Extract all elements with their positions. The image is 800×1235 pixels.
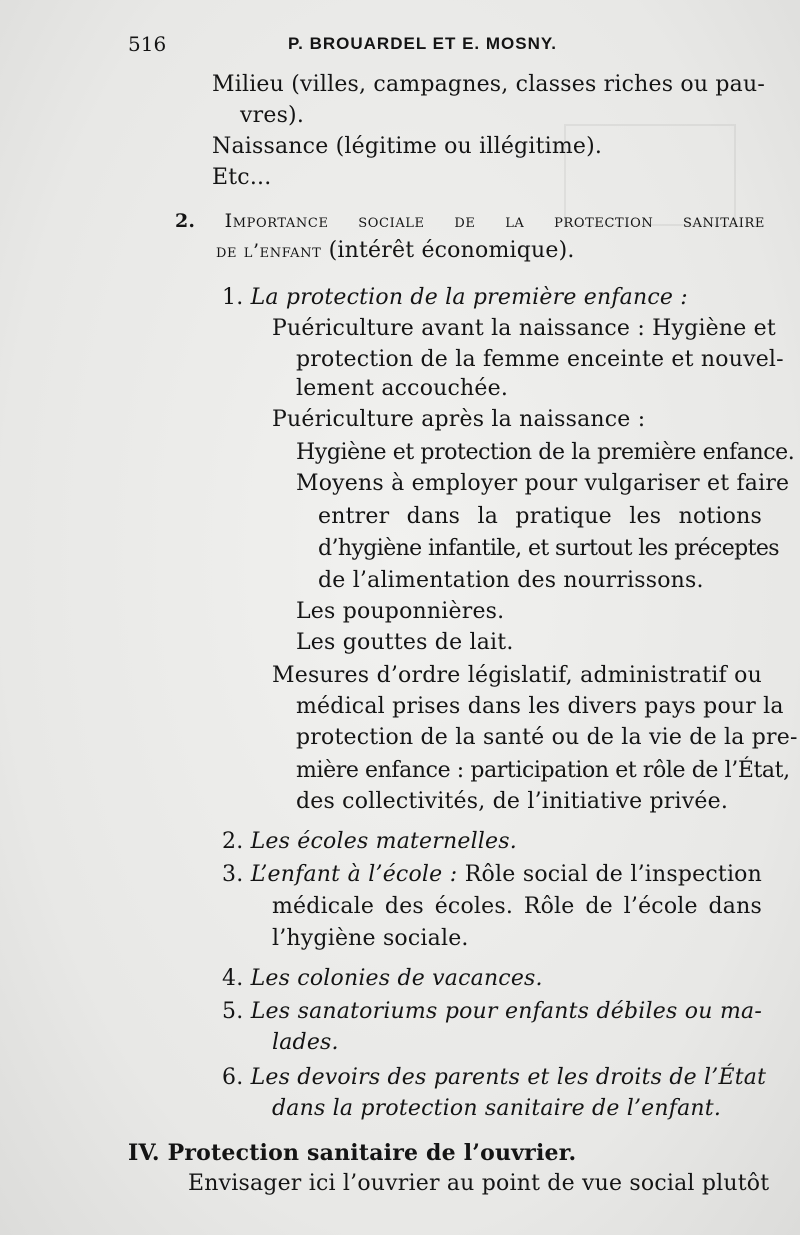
subsection-6: 6. Les devoirs des parents et les droits de l’État (222, 1065, 767, 1090)
text-line: lement accouchée. (296, 376, 509, 401)
text-line: Les pouponnières. (296, 599, 505, 624)
text-line: vres). (240, 103, 305, 128)
text-line: Puériculture avant la naissance : Hygiène et (272, 316, 776, 341)
text-line: Puériculture après la naissance : (272, 407, 646, 432)
text-line: dans la protection sanitaire de l’enfant. (272, 1096, 722, 1121)
text-line: Les gouttes de lait. (296, 630, 514, 655)
subsection-5: 5. Les sanatoriums pour enfants débiles ou ma- (222, 999, 762, 1024)
subsection-1: 1. La protection de la première enfance : (222, 285, 688, 310)
text-line: Hygiène et protection de la première enfance. (296, 440, 795, 465)
text-line: des collectivités, de l’initiative privée. (296, 789, 729, 814)
text-line: protection de la santé ou de la vie de la pre- (296, 725, 798, 750)
subsection-4: 4. Les colonies de vacances. (222, 966, 543, 991)
subsection-2: 2. Les écoles maternelles. (222, 829, 517, 854)
text-line: Mesures d’ordre législatif, administratif ou (272, 663, 762, 688)
text-line: médicale des écoles. Rôle de l’école dans (272, 894, 762, 919)
text-line: entrer dans la pratique les notions (318, 504, 762, 529)
section-heading-2: 2. Importance sociale de la protection sanitaire (175, 210, 765, 232)
text-line: Envisager ici l’ouvrier au point de vue social plutôt (188, 1171, 770, 1196)
text-line: médical prises dans les divers pays pour la (296, 694, 784, 719)
text-line: protection de la femme enceinte et nouvel- (296, 347, 784, 372)
text-line: de l’alimentation des nourrissons. (318, 568, 704, 593)
page-number: 516 (128, 32, 167, 56)
text-line: mière enfance : participation et rôle de l’État, (296, 758, 790, 783)
section-heading-2-cont: de l’enfant (intérêt économique). (216, 238, 575, 263)
running-title: P. BROUARDEL ET E. MOSNY. (288, 34, 558, 53)
text-line: l’hygiène sociale. (272, 926, 469, 951)
text-line: Naissance (légitime ou illégitime). (212, 134, 603, 159)
text-line: lades. (272, 1030, 339, 1055)
text-line: Milieu (villes, campagnes, classes riches ou pau- (212, 72, 765, 97)
subsection-3: 3. L’enfant à l’école : Rôle social de l’inspection (222, 862, 762, 887)
text-line: Moyens à employer pour vulgariser et faire (296, 471, 790, 496)
section-heading-iv: IV. Protection sanitaire de l’ouvrier. (128, 1140, 577, 1166)
text-line: Etc... (212, 165, 272, 190)
text-line: d’hygiène infantile, et surtout les préceptes (318, 536, 779, 561)
